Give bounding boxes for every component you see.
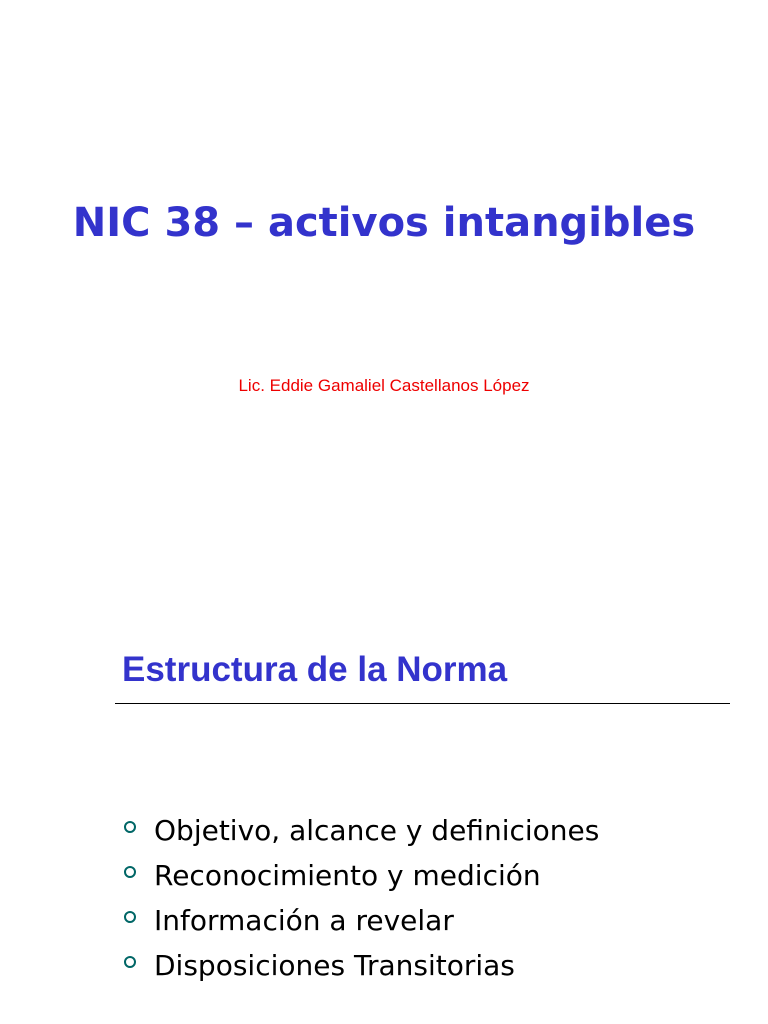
author-name: Lic. Eddie Gamaliel Castellanos López — [238, 376, 530, 395]
list-item — [124, 898, 599, 943]
list-item — [124, 808, 599, 853]
bullet-text: Información a revelar — [154, 904, 454, 937]
heading-divider — [115, 703, 730, 704]
structure-slide — [0, 512, 768, 1024]
bullet-list — [124, 808, 599, 988]
hollow-circle-bullet-icon — [124, 956, 136, 968]
presentation-title: NIC 38 – activos intangibles — [72, 200, 696, 246]
hollow-circle-bullet-icon — [124, 866, 136, 878]
bullet-text: Reconocimiento y medición — [154, 859, 541, 892]
bullet-text: Disposiciones Transitorias — [154, 949, 515, 982]
list-item — [124, 943, 599, 988]
hollow-circle-bullet-icon — [124, 821, 136, 833]
slide-heading: Estructura de la Norma — [122, 650, 508, 689]
list-item — [124, 853, 599, 898]
bullet-text: Objetivo, alcance y definiciones — [154, 814, 600, 847]
hollow-circle-bullet-icon — [124, 911, 136, 923]
